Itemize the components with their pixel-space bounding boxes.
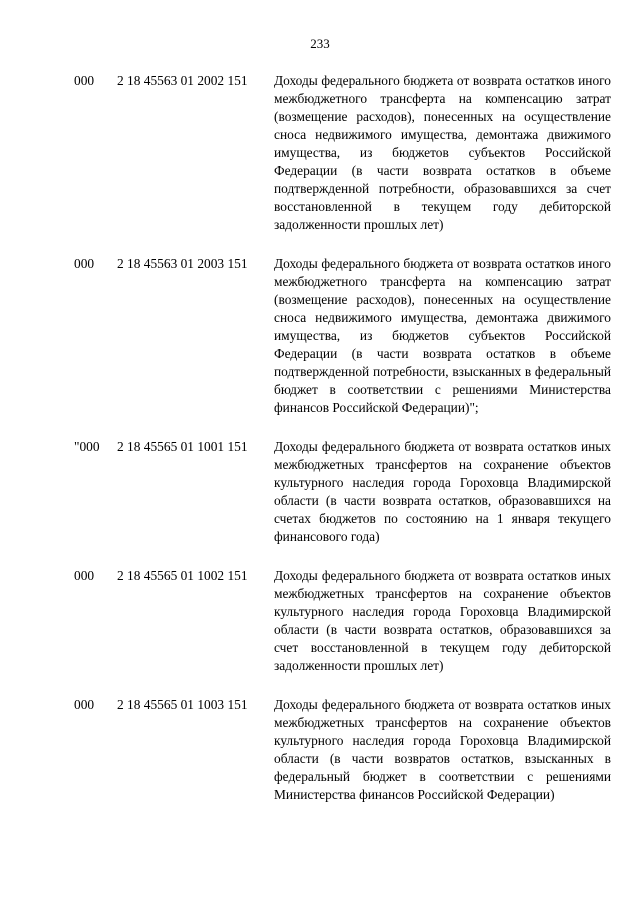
admin-code: 000: [74, 568, 95, 583]
page-number: 233: [310, 36, 330, 51]
income-description: Доходы федерального бюджета от возврата остатков иного межбюджетного трансферта на компенсацию затрат (возмещение расходов), понесенных на осуществление сноса недвижимого имущества, демонтажа движимого имущества, из бюджетов субъектов Российской Федерации (в части возврата остатков в объеме подтвержденной потребности, взысканных в федеральный бюджет в соответствии с решениями Министерства финансов Российской Федерации)";: [274, 256, 611, 415]
income-description: Доходы федерального бюджета от возврата остатков иных межбюджетных трансфертов на сохранение объектов культурного наследия города Гороховца Владимирской области (в части возвратов остатков, взысканных в федеральный бюджет в соответствии с решениями Министерства финансов Российской Федерации): [274, 697, 611, 802]
table-row: [0, 567, 640, 675]
budget-classification-code: 2 18 45563 01 2002 151: [117, 73, 248, 88]
income-description: Доходы федерального бюджета от возврата остатков иного межбюджетного трансферта на компенсацию затрат (возмещение расходов), понесенных на осуществление сноса недвижимого имущества, демонтажа движимого имущества, из бюджетов субъектов Российской Федерации (в части возврата остатков в объеме подтвержденной потребности, образовавшихся за счет восстановленной в текущем году дебиторской задолженности прошлых лет): [274, 73, 611, 232]
budget-classification-code: 2 18 45565 01 1002 151: [117, 568, 248, 583]
classification-table: [0, 72, 640, 825]
table-row: [0, 255, 640, 417]
table-row: [0, 696, 640, 804]
admin-code: "000: [74, 439, 100, 454]
admin-code: 000: [74, 73, 95, 88]
table-row: [0, 438, 640, 546]
table-row: [0, 72, 640, 234]
budget-classification-code: 2 18 45565 01 1001 151: [117, 439, 248, 454]
admin-code: 000: [74, 256, 95, 271]
income-description: Доходы федерального бюджета от возврата остатков иных межбюджетных трансфертов на сохранение объектов культурного наследия города Гороховца Владимирской области (в части возврата остатков, образовавшихся за счет восстановленной в текущем году дебиторской задолженности прошлых лет): [274, 568, 611, 673]
income-description: Доходы федерального бюджета от возврата остатков иных межбюджетных трансфертов на сохранение объектов культурного наследия города Гороховца Владимирской области (в части возврата остатков, образовавшихся на счетах бюджетов по состоянию на 1 января текущего финансового года): [274, 439, 611, 544]
budget-classification-code: 2 18 45563 01 2003 151: [117, 256, 248, 271]
budget-classification-code: 2 18 45565 01 1003 151: [117, 697, 248, 712]
admin-code: 000: [74, 697, 95, 712]
